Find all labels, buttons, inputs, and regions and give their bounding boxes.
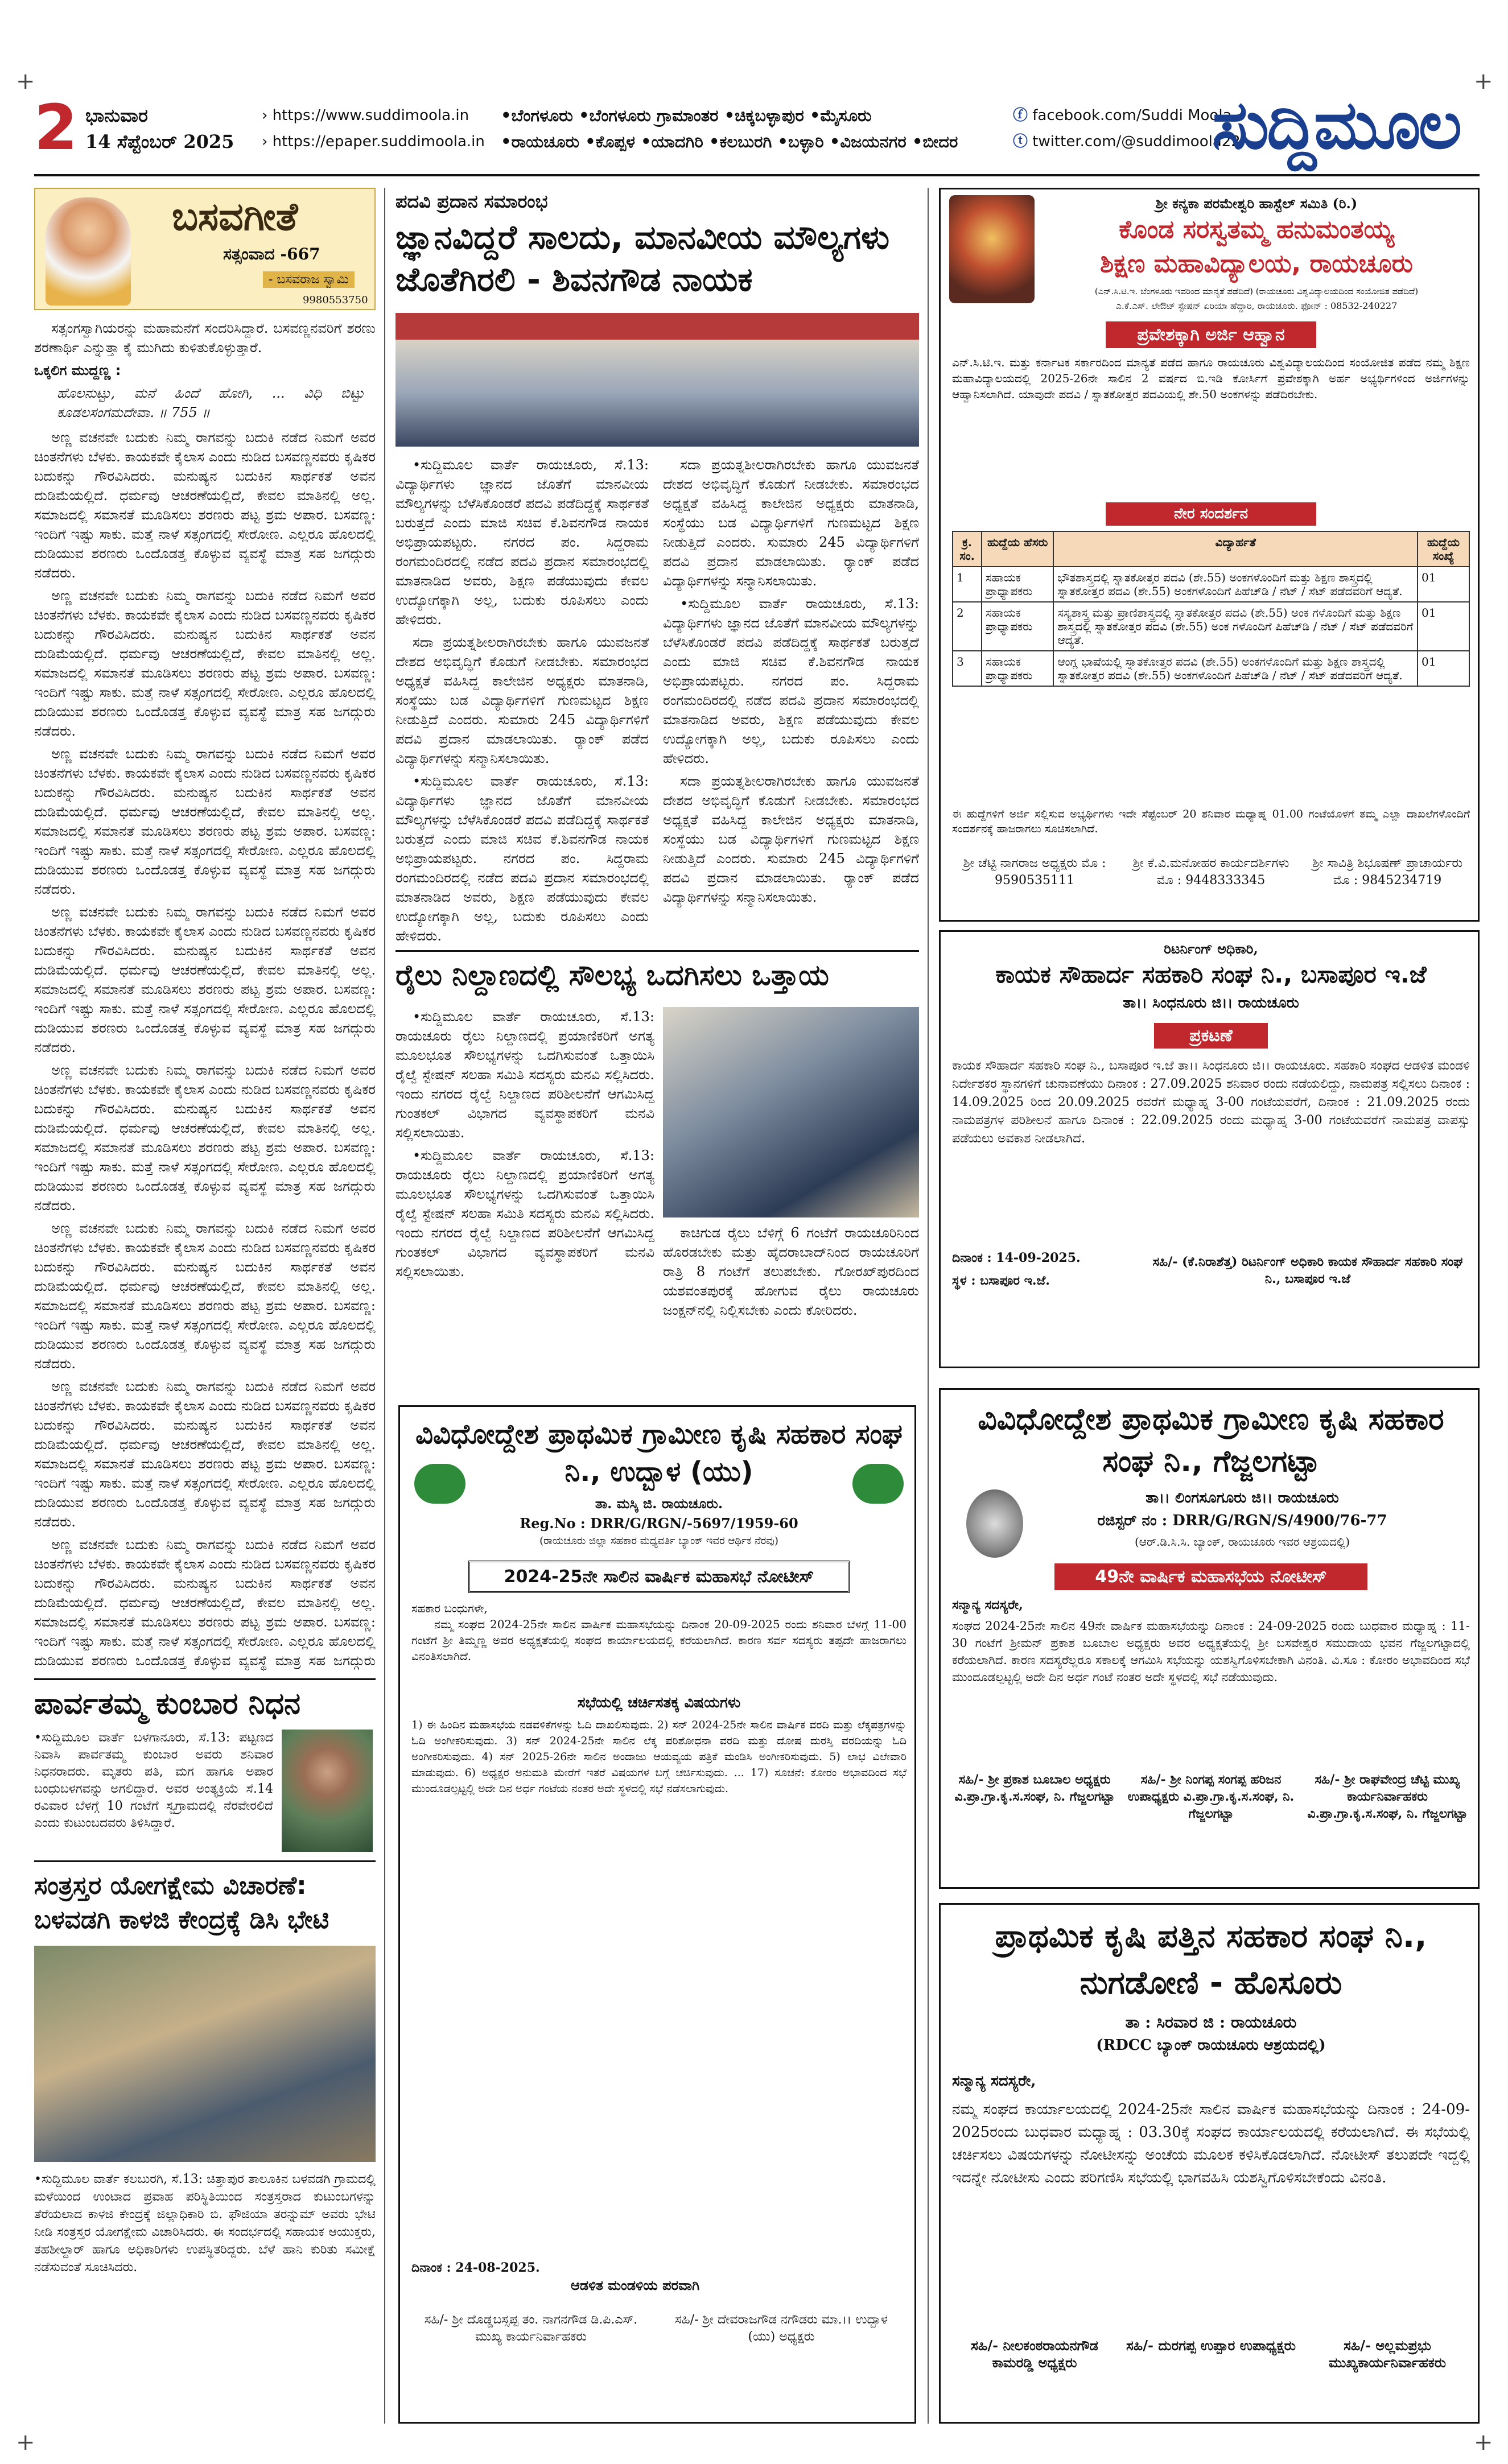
college-name-1: ಕೊಂಡ ಸರಸ್ವತಮ್ಮ ಹನುಮಂತಯ್ಯ	[1119, 215, 1394, 244]
cities-line-2: •ರಾಯಚೂರು •ಕೊಪ್ಪಳ •ಯಾದಗಿರಿ •ಕಲಬುರಗಿ •ಬಳ್ಳಾರಿ •ವಿಜಯನಗರ •ಬೀದರ	[501, 132, 958, 151]
table-header: ವಿದ್ಯಾರ್ಹತೆ	[1053, 531, 1418, 567]
signature-ceo: ಸಹಿ/- ಶ್ರೀ ರಾಘವೇಂದ್ರ ಚೆಟ್ಟಿ ಮುಖ್ಯ ಕಾರ್ಯನಿರ್ವಾಹಕರು ವಿ.ಪ್ರಾ.ಗ್ರಾ.ಕೃ.ಸ.ಸಂಘ, ನಿ. ಗೆಜ್ಜಲಗಟ್ಟಾ	[1307, 1772, 1468, 1821]
story1-body-col1	[395, 455, 649, 944]
greeting: ಸನ್ಮಾನ್ಯ ಸದಸ್ಯರೇ,	[952, 1598, 1023, 1612]
twitter-link[interactable]: ⓣ twitter.com/@suddimoola22	[1013, 133, 1241, 150]
ad-udbal-dept: (ರಾಯಚೂರು ಜಿಲ್ಲಾ ಸಹಕಾರ ಮಧ್ಯವರ್ತಿ ಬ್ಯಾಂಕ್ ಇವರ ಆರ್ಥಿಕ ನೆರವು)	[539, 1535, 778, 1547]
body-text-2: ಅಣ್ಣ ವಚನವೇ ಬದುಕು ನಿಮ್ಮ ರಾಗವನ್ನು ಬದುಕಿ ನಡೆದ ನಿಮಗೆ ಅವರ ಚಿಂತನೆಗಳು ಬೆಳಕು. ಕಾಯಕವೇ ಕೈಲಾಸ ಎಂದು ನುಡಿದ ಬಸವಣ್ಣನವರು ಕೃಷಿಕರ ಬದುಕನ್ನು ಗೌರವಿಸಿದರು. ಮನುಷ್ಯನ ಬದುಕಿನ ಸಾರ್ಥಕತೆ ಅವನ ದುಡಿಮೆಯಲ್ಲಿದೆ. ಧರ್ಮವು ಆಚರಣೆಯಲ್ಲಿದೆ, ಕೇವಲ ಮಾತಿನಲ್ಲಿ ಅಲ್ಲ. ಸಮಾಜದಲ್ಲಿ ಸಮಾನತೆ ಮೂಡಿಸಲು ಶರಣರು ಪಟ್ಟ ಶ್ರಮ ಅಪಾರ. ಬಸವಣ್ಣ: ಇಂದಿಗೆ ಇಷ್ಟು ಸಾಕು. ಮತ್ತೆ ನಾಳೆ ಸತ್ಸಂಗದಲ್ಲಿ ಸೇರೋಣ. ಎಲ್ಲರೂ ಹೊಲದಲ್ಲಿ ದುಡಿಯುವ ಶರಣರು ಒಂದೊಡತ್ತ ಕೊಳ್ಳುವ ವ್ಯವಸ್ಥೆ ಮಾತ್ರ ಸಹ ಜಗದ್ಗುರು ನಡೆದರು.	[34, 588, 376, 739]
signature-secretary: ಶ್ರೀ ಕೆ.ವಿ.ಮನೋಹರ ಕಾರ್ಯದರ್ಶಿಗಳು ಮೊ : 9448333345	[1132, 856, 1289, 888]
crop-mark: +	[1474, 2429, 1493, 2455]
table-cell: 01	[1418, 651, 1469, 686]
newspaper-logo: ಸುದ್ದಿಮೂಲ	[1212, 85, 1460, 164]
intro: ಸತ್ಸಂಗಸ್ವಾಗಿಯರನ್ನು ಮಹಾಮನೆಗೆ ಸಂದರಿಸಿದ್ದಾರೆ. ಬಸವಣ್ಣನವರಿಗೆ ಶರಣು ಶರಣಾರ್ಥಿ ಎನ್ನುತ್ತಾ ಕೈ ಮುಗಿದು ಕುಳಿತುಕೊಳ್ಳುತ್ತಾರೆ.	[34, 320, 376, 356]
crop-mark: +	[1474, 68, 1493, 94]
story1-para: •ಸುದ್ದಿಮೂಲ ವಾರ್ತೆ ರಾಯಚೂರು, ಸೆ.13: ವಿದ್ಯಾರ್ಥಿಗಳು ಜ್ಞಾನದ ಜೊತೆಗೆ ಮಾನವೀಯ ಮೌಲ್ಯಗಳನ್ನು ಬೆಳೆಸಿಕೊಂಡರೆ ಪದವಿ ಪಡೆದಿದ್ದಕ್ಕೆ ಸಾರ್ಥಕತೆ ಬರುತ್ತದೆ ಎಂದು ಮಾಜಿ ಸಚಿವ ಕೆ.ಶಿವನಗೌಡ ನಾಯಕ ಅಭಿಪ್ರಾಯಪಟ್ಟರು. ನಗರದ ಪಂ. ಸಿದ್ದರಾಮ ರಂಗಮಂದಿರದಲ್ಲಿ ನಡೆದ ಪದವಿ ಪ್ರದಾನ ಸಮಾರಂಭದಲ್ಲಿ ಮಾತನಾಡಿದ ಅವರು, ಶಿಕ್ಷಣ ಪಡೆಯುವುದು ಕೇವಲ ಉದ್ಯೋಗಕ್ಕಾಗಿ ಅಲ್ಲ, ಬದುಕು ರೂಪಿಸಲು ಎಂದು ಹೇಳಿದರು.	[395, 457, 649, 628]
dc-visit-photo	[34, 1946, 376, 2162]
vacancy-table	[952, 531, 1470, 687]
table-row	[953, 602, 1469, 651]
table-cell: ಸಹಾಯಕ ಪ್ರಾಧ್ಯಾಪಕರು	[982, 602, 1054, 651]
ad-gejjalagatta-body: ಸಂಘದ 2024-25ನೇ ಸಾಲಿನ 49ನೇ ವಾರ್ಷಿಕ ಮಹಾಸಭೆಯನ್ನು ದಿನಾಂಕ : 24-09-2025 ರಂದು ಬುಧವಾರ ಮಧ್ಯಾಹ್ನ : 11-30 ಗಂಟೆಗೆ ಶ್ರೀಮನ್ ಪ್ರಕಾಶ ಬೂಬಾಲ ಅಧ್ಯಕ್ಷರು ಅವರ ಅಧ್ಯಕ್ಷತೆಯಲ್ಲಿ ಶ್ರೀ ಬಸವೇಶ್ವರ ಸಮುದಾಯ ಭವನ ಗೆಜ್ಜಲಗಟ್ಟಾದಲ್ಲಿ ಕರೆಯಲಾಗಿದೆ. ಕಾರಣ ಸದಸ್ಯರೆಲ್ಲರೂ ಸಕಾಲಕ್ಕೆ ಆಗಮಿಸಿ ಸಭೆಯನ್ನು ಯಶಸ್ವಿಗೊಳಿಸಬೇಕಾಗಿ ವಿನಂತಿ. ವಿ.ಸೂ : ಕೋರಂ ಅಭಾವದಿಂದ ಸಭೆ ಮುಂದೂಡಲ್ಪಟ್ಟಲ್ಲಿ ಅದೇ ದಿನ ಅರ್ಧ ಗಂಟೆ ನಂತರ ಅದೇ ಸ್ಥಳದಲ್ಲಿ ಸಭೆ ನಡೆಯುವುದು.	[952, 1619, 1470, 1684]
returning-officer-signature: ಸಹಿ/- (ಕೆ.ನಿರಾಶೆತ್ತ) ರಿಟರ್ನಿಂಗ್ ಅಧಿಕಾರಿ ಕಾಯಕ ಸೌಹಾರ್ದ ಸಹಕಾರಿ ಸಂಘ ನಿ., ಬಸಾಪೂರ ಇ.ಜೆ	[1152, 1254, 1463, 1286]
story2-para-3: ಕಾಚಿಗುಡ ರೈಲು ಬೆಳಿಗ್ಗೆ 6 ಗಂಟೆಗೆ ರಾಯಚೂರಿನಿಂದ ಹೊರಡಬೇಕು ಮತ್ತು ಹೈದರಾಬಾದ್‌ನಿಂದ ರಾಯಚೂರಿಗೆ ರಾತ್ರಿ 8 ಗಂಟೆಗೆ ತಲುಪಬೇಕು. ಗೋರಖ್‌ಪುರದಿಂದ ಯಶವಂತಪುರಕ್ಕೆ ಹೋಗುವ ರೈಲು ರಾಯಚೂರು ಜಂಕ್ಷನ್‌ನಲ್ಲಿ ನಿಲ್ಲಿಸಬೇಕು ಎಂದು ಕೋರಿದರು.	[663, 1225, 919, 1318]
masthead	[34, 85, 1480, 176]
story2-body-col1	[395, 1007, 654, 1394]
page-number: 2	[34, 91, 78, 164]
signature-president: ಸಹಿ/- ಶ್ರೀ ಪ್ರಕಾಶ ಬೂಬಾಲ ಅಧ್ಯಕ್ಷರು ವಿ.ಪ್ರಾ.ಗ್ರಾ.ಕೃ.ಸ.ಸಂಘ, ನಿ. ಗೆಜ್ಜಲಗಟ್ಟಾ	[954, 1772, 1115, 1804]
ad-nugadoni-title: ಪ್ರಾಥಮಿಕ ಕೃಷಿ ಪತ್ತಿನ ಸಹಕಾರ ಸಂಘ ನಿ., ನುಗಡೋಣಿ - ಹೊಸೂರು	[995, 1918, 1427, 2001]
college-name-2: ಶಿಕ್ಷಣ ಮಹಾವಿದ್ಯಾಲಯ, ರಾಯಚೂರು	[1100, 249, 1413, 278]
obituary-photo	[282, 1730, 373, 1852]
signature-vice-president: ಸಹಿ/- ದುರಗಪ್ಪ ಉಪ್ಪಾರ ಉಪಾಧ್ಯಕ್ಷರು	[1126, 2337, 1296, 2354]
author-portrait	[46, 197, 131, 306]
basavageethe-header	[34, 188, 376, 310]
table-cell: ಸಸ್ಯಶಾಸ್ತ್ರ ಮತ್ತು ಪ್ರಾಣಿಶಾಸ್ತ್ರದಲ್ಲಿ ಸ್ನಾತಕೋತ್ತರ ಪದವಿ (ಶೇ.55) ಅಂಕ ಗಳೊಂದಿಗೆ ಮತ್ತು ಶಿಕ್ಷಣ ಶಾಸ್ತ್ರದಲ್ಲಿ ಸ್ನಾತಕೋತ್ತರ ಪದವಿ (ಶೇ.55) ಅಂಕ ಗಳೊಂದಿಗೆ ಪಿಹೆಚ್‌ಡಿ / ನೆಟ್ / ಸೆಟ್ ಪಡೆದವರಿಗೆ ಆದ್ಯತೆ.	[1053, 602, 1418, 651]
ad-kayaka-place2: ಸ್ಥಳ : ಬಸಾಪೂರ ಇ.ಜೆ.	[952, 1273, 1050, 1288]
column-divider	[384, 188, 385, 2424]
story2-para-2: •ಸುದ್ದಿಮೂಲ ವಾರ್ತೆ ರಾಯಚೂರು, ಸೆ.13: ರಾಯಚೂರು ರೈಲು ನಿಲ್ದಾಣದಲ್ಲಿ ಪ್ರಯಾಣಿಕರಿಗೆ ಅಗತ್ಯ ಮೂಲಭೂತ ಸೌಲಭ್ಯಗಳನ್ನು ಒದಗಿಸುವಂತೆ ಒತ್ತಾಯಿಸಿ ರೈಲ್ವೆ ಸ್ಟೇಷನ್ ಸಲಹಾ ಸಮಿತಿ ಸದಸ್ಯರು ಮನವಿ ಸಲ್ಲಿಸಿದರು. ಇಂದು ನಗರದ ರೈಲ್ವೆ ನಿಲ್ದಾಣದ ಪರಿಶೀಲನೆಗೆ ಆಗಮಿಸಿದ್ದ ಗುಂತಕಲ್ ವಿಭಾಗದ ವ್ಯವಸ್ಥಾಪಕರಿಗೆ ಮನವಿ ಸಲ್ಲಿಸಲಾಯಿತು.	[395, 1148, 654, 1280]
ad-udbal-reg: Reg.No : DRR/G/RGN/-5697/1959-60	[520, 1515, 798, 1532]
signature-vice-president: ಸಹಿ/- ಶ್ರೀ ನಿಂಗಪ್ಪ ಸಂಗಪ್ಪ ಹರಿಜನ ಉಪಾಧ್ಯಕ್ಷರು ವಿ.ಪ್ರಾ.ಗ್ರಾ.ಕೃ.ಸ.ಸಂಘ, ನಿ. ಗೆಜ್ಜಲಗಟ್ಟಾ	[1127, 1772, 1295, 1821]
story1-para-4: ಸದಾ ಪ್ರಯತ್ನಶೀಲರಾಗಿರಬೇಕು ಹಾಗೂ ಯುವಜನತೆ ದೇಶದ ಅಭಿವೃದ್ಧಿಗೆ ಕೊಡುಗೆ ನೀಡಬೇಕು. ಸಮಾರಂಭದ ಅಧ್ಯಕ್ಷತೆ ವಹಿಸಿದ್ದ ಕಾಲೇಜಿನ ಅಧ್ಯಕ್ಷರು ಮಾತನಾಡಿ, ಸಂಸ್ಥೆಯು ಬಡ ವಿದ್ಯಾರ್ಥಿಗಳಿಗೆ ಗುಣಮಟ್ಟದ ಶಿಕ್ಷಣ ನೀಡುತ್ತಿದೆ ಎಂದರು. ಸುಮಾರು 245 ವಿದ್ಯಾರ್ಥಿಗಳಿಗೆ ಪದವಿ ಪ್ರದಾನ ಮಾಡಲಾಯಿತು. ರ‍್ಯಾಂಕ್ ಪಡೆದ ವಿದ್ಯಾರ್ಥಿಗಳನ್ನು ಸನ್ಮಾನಿಸಲಾಯಿತು.	[663, 457, 919, 589]
story1-para-6: ಸದಾ ಪ್ರಯತ್ನಶೀಲರಾಗಿರಬೇಕು ಹಾಗೂ ಯುವಜನತೆ ದೇಶದ ಅಭಿವೃದ್ಧಿಗೆ ಕೊಡುಗೆ ನೀಡಬೇಕು. ಸಮಾರಂಭದ ಅಧ್ಯಕ್ಷತೆ ವಹಿಸಿದ್ದ ಕಾಲೇಜಿನ ಅಧ್ಯಕ್ಷರು ಮಾತನಾಡಿ, ಸಂಸ್ಥೆಯು ಬಡ ವಿದ್ಯಾರ್ಥಿಗಳಿಗೆ ಗುಣಮಟ್ಟದ ಶಿಕ್ಷಣ ನೀಡುತ್ತಿದೆ ಎಂದರು. ಸುಮಾರು 245 ವಿದ್ಯಾರ್ಥಿಗಳಿಗೆ ಪದವಿ ಪ್ರದಾನ ಮಾಡಲಾಯಿತು. ರ‍್ಯಾಂಕ್ ಪಡೆದ ವಿದ್ಯಾರ್ಥಿಗಳನ್ನು ಸನ್ಮಾನಿಸಲಾಯಿತು.	[663, 773, 919, 905]
body-text-3: ಅಣ್ಣ ವಚನವೇ ಬದುಕು ನಿಮ್ಮ ರಾಗವನ್ನು ಬದುಕಿ ನಡೆದ ನಿಮಗೆ ಅವರ ಚಿಂತನೆಗಳು ಬೆಳಕು. ಕಾಯಕವೇ ಕೈಲಾಸ ಎಂದು ನುಡಿದ ಬಸವಣ್ಣನವರು ಕೃಷಿಕರ ಬದುಕನ್ನು ಗೌರವಿಸಿದರು. ಮನುಷ್ಯನ ಬದುಕಿನ ಸಾರ್ಥಕತೆ ಅವನ ದುಡಿಮೆಯಲ್ಲಿದೆ. ಧರ್ಮವು ಆಚರಣೆಯಲ್ಲಿದೆ, ಕೇವಲ ಮಾತಿನಲ್ಲಿ ಅಲ್ಲ. ಸಮಾಜದಲ್ಲಿ ಸಮಾನತೆ ಮೂಡಿಸಲು ಶರಣರು ಪಟ್ಟ ಶ್ರಮ ಅಪಾರ. ಬಸವಣ್ಣ: ಇಂದಿಗೆ ಇಷ್ಟು ಸಾಕು. ಮತ್ತೆ ನಾಳೆ ಸತ್ಸಂಗದಲ್ಲಿ ಸೇರೋಣ. ಎಲ್ಲರೂ ಹೊಲದಲ್ಲಿ ದುಡಿಯುವ ಶರಣರು ಒಂದೊಡತ್ತ ಕೊಳ್ಳುವ ವ್ಯವಸ್ಥೆ ಮಾತ್ರ ಸಹ ಜಗದ್ಗುರು ನಡೆದರು.	[34, 746, 376, 897]
ad-udbal	[398, 1405, 916, 2424]
body-text-8: ಅಣ್ಣ ವಚನವೇ ಬದುಕು ನಿಮ್ಮ ರಾಗವನ್ನು ಬದುಕಿ ನಡೆದ ನಿಮಗೆ ಅವರ ಚಿಂತನೆಗಳು ಬೆಳಕು. ಕಾಯಕವೇ ಕೈಲಾಸ ಎಂದು ನುಡಿದ ಬಸವಣ್ಣನವರು ಕೃಷಿಕರ ಬದುಕನ್ನು ಗೌರವಿಸಿದರು. ಮನುಷ್ಯನ ಬದುಕಿನ ಸಾರ್ಥಕತೆ ಅವನ ದುಡಿಮೆಯಲ್ಲಿದೆ. ಧರ್ಮವು ಆಚರಣೆಯಲ್ಲಿದೆ, ಕೇವಲ ಮಾತಿನಲ್ಲಿ ಅಲ್ಲ. ಸಮಾಜದಲ್ಲಿ ಸಮಾನತೆ ಮೂಡಿಸಲು ಶರಣರು ಪಟ್ಟ ಶ್ರಮ ಅಪಾರ. ಬಸವಣ್ಣ: ಇಂದಿಗೆ ಇಷ್ಟು ಸಾಕು. ಮತ್ತೆ ನಾಳೆ ಸತ್ಸಂಗದಲ್ಲಿ ಸೇರೋಣ. ಎಲ್ಲರೂ ಹೊಲದಲ್ಲಿ ದುಡಿಯುವ ಶರಣರು ಒಂದೊಡತ್ತ ಕೊಳ್ಳುವ ವ್ಯವಸ್ಥೆ ಮಾತ್ರ ಸಹ ಜಗದ್ಗುರು	[34, 1537, 376, 1669]
ad-udbal-place: ತಾ. ಮಸ್ಕಿ ಜಿ. ರಾಯಚೂರು.	[595, 1495, 723, 1512]
signature-principal: ಶ್ರೀ ಸಾವಿತ್ರಿ ಶಿಭೂಷಣ್ ಪ್ರಾಚಾರ್ಯರು ಮೊ : 9845234719	[1312, 856, 1463, 888]
story1-para-5: •ಸುದ್ದಿಮೂಲ ವಾರ್ತೆ ರಾಯಚೂರು, ಸೆ.13: ವಿದ್ಯಾರ್ಥಿಗಳು ಜ್ಞಾನದ ಜೊತೆಗೆ ಮಾನವೀಯ ಮೌಲ್ಯಗಳನ್ನು ಬೆಳೆಸಿಕೊಂಡರೆ ಪದವಿ ಪಡೆದಿದ್ದಕ್ಕೆ ಸಾರ್ಥಕತೆ ಬರುತ್ತದೆ ಎಂದು ಮಾಜಿ ಸಚಿವ ಕೆ.ಶಿವನಗೌಡ ನಾಯಕ ಅಭಿಪ್ರಾಯಪಟ್ಟರು. ನಗರದ ಪಂ. ಸಿದ್ದರಾಮ ರಂಗಮಂದಿರದಲ್ಲಿ ನಡೆದ ಪದವಿ ಪ್ರದಾನ ಸಮಾರಂಭದಲ್ಲಿ ಮಾತನಾಡಿದ ಅವರು, ಶಿಕ್ಷಣ ಪಡೆಯುವುದು ಕೇವಲ ಉದ್ಯೋಗಕ್ಕಾಗಿ ಅಲ್ಲ, ಬದುಕು ರೂಪಿಸಲು ಎಂದು ಹೇಳಿದರು.	[663, 596, 919, 766]
obituary-title: ಪಾರ್ವತಮ್ಮ ಕುಂಬಾರ ನಿಧನ	[34, 1687, 301, 1721]
handshake-icon	[414, 1464, 465, 1504]
agm-banner: 49ನೇ ವಾರ್ಷಿಕ ಮಹಾಸಭೆಯ ನೋಟೀಸ್	[1054, 1563, 1367, 1590]
ad-udbal-date: ದಿನಾಂಕ : 24-08-2025.	[411, 2260, 540, 2275]
ad-nugadoni-place: ತಾ : ಸಿರವಾರ ಜಿ : ರಾಯಚೂರು	[1125, 2013, 1297, 2032]
greeting: ಸಹಕಾರ ಬಂಧುಗಳೇ,	[411, 1602, 488, 1615]
story1-photo	[395, 313, 919, 447]
ad-kayaka-place: ತಾ।। ಸಿಂಧನೂರು ಜಿ।। ರಾಯಚೂರು	[1123, 994, 1299, 1012]
table-cell: ಆಂಗ್ಲ ಭಾಷೆಯಲ್ಲಿ ಸ್ನಾತಕೋತ್ತರ ಪದವಿ (ಶೇ.55) ಅಂಕಗಳೊಂದಿಗೆ ಮತ್ತು ಶಿಕ್ಷಣ ಶಾಸ್ತ್ರದಲ್ಲಿ ಸ್ನಾತಕೋತ್ತರ ಪದವಿ (ಶೇ.55) ಅಂಕಗಳೊಂದಿಗೆ ಪಿಹೆಚ್‌ಡಿ / ನೆಟ್ / ಸೆಟ್ ಪಡೆದವರಿಗೆ ಆದ್ಯತೆ.	[1053, 651, 1418, 686]
crop-mark: +	[16, 68, 35, 94]
ad-gejjalagatta	[939, 1388, 1480, 1889]
divider	[34, 1860, 376, 1862]
table-cell: 1	[953, 567, 982, 602]
signature-president: ಸಹಿ/- ನೀಲಕಂಠರಾಯನಗೌಡ ಕಾಮರಡ್ಡಿ ಅಧ್ಯಕ್ಷರು	[971, 2337, 1098, 2371]
signature-president: ಸಹಿ/- ಶ್ರೀ ದೇವರಾಜಗೌಡ ನಗೌಡರು ಮಾ.।। ಉದ್ಬಾಳ (ಯು) ಅಧ್ಯಕ್ಷರು	[675, 2313, 888, 2344]
story1-para-3: •ಸುದ್ದಿಮೂಲ ವಾರ್ತೆ ರಾಯಚೂರು, ಸೆ.13: ವಿದ್ಯಾರ್ಥಿಗಳು ಜ್ಞಾನದ ಜೊತೆಗೆ ಮಾನವೀಯ ಮೌಲ್ಯಗಳನ್ನು ಬೆಳೆಸಿಕೊಂಡರೆ ಪದವಿ ಪಡೆದಿದ್ದಕ್ಕೆ ಸಾರ್ಥಕತೆ ಬರುತ್ತದೆ ಎಂದು ಮಾಜಿ ಸಚಿವ ಕೆ.ಶಿವನಗೌಡ ನಾಯಕ ಅಭಿಪ್ರಾಯಪಟ್ಟರು. ನಗರದ ಪಂ. ಸಿದ್ದರಾಮ ರಂಗಮಂದಿರದಲ್ಲಿ ನಡೆದ ಪದವಿ ಪ್ರದಾನ ಸಮಾರಂಭದಲ್ಲಿ ಮಾತನಾಡಿದ ಅವರು, ಶಿಕ್ಷಣ ಪಡೆಯುವುದು ಕೇವಲ ಉದ್ಯೋಗಕ್ಕಾಗಿ ಅಲ್ಲ, ಬದುಕು ರೂಪಿಸಲು ಎಂದು ಹೇಳಿದರು.	[395, 773, 649, 944]
dc-visit-body: •ಸುದ್ದಿಮೂಲ ವಾರ್ತೆ ಕಲಬುರಗಿ, ಸೆ.13: ಚಿತ್ತಾಪುರ ತಾಲೂಕಿನ ಬಳವಡಗಿ ಗ್ರಾಮದಲ್ಲಿ ಮಳೆಯಿಂದ ಉಂಟಾದ ಪ್ರವಾಹ ಪರಿಸ್ಥಿತಿಯಿಂದ ಸಂತ್ರಸ್ತರಾದ ಕುಟುಂಬಗಳನ್ನು ತೆರೆಯಲಾದ ಕಾಳಜಿ ಕೇಂದ್ರಕ್ಕೆ ಜಿಲ್ಲಾಧಿಕಾರಿ ಬಿ. ಫೌಜಿಯಾ ತರನ್ನುಮ್ ಅವರು ಭೇಟಿ ನೀಡಿ ಸಂತ್ರಸ್ತರ ಯೋಗಕ್ಷೇಮ ವಿಚಾರಿಸಿದರು. ಈ ಸಂದರ್ಭದಲ್ಲಿ ಸಹಾಯಕ ಆಯುಕ್ತರು, ತಹಶೀಲ್ದಾರ್ ಹಾಗೂ ಅಧಿಕಾರಿಗಳು ಉಪಸ್ಥಿತರಿದ್ದರು. ಬೆಳೆ ಹಾನಿ ಕುರಿತು ಸಮೀಕ್ಷೆ ನಡೆಸುವಂತೆ ಸೂಚಿಸಿದರು.	[34, 2172, 376, 2275]
table-cell: 01	[1418, 567, 1469, 602]
greeting: ಸನ್ಮಾನ್ಯ ಸದಸ್ಯರೇ,	[952, 2073, 1036, 2090]
table-row	[953, 651, 1469, 686]
cities-line-1: •ಬೆಂಗಳೂರು •ಬೆಂಗಳೂರು ಗ್ರಾಮಾಂತರ •ಚಿಕ್ಕಬಳ್ಳಾಪುರ •ಮೈಸೂರು	[501, 106, 872, 125]
agenda-list: 1) ಈ ಹಿಂದಿನ ಮಹಾಸಭೆಯ ನಡವಳಿಕೆಗಳನ್ನು ಓದಿ ದಾಖಲಿಸುವುದು. 2) ಸನ್ 2024-25ನೇ ಸಾಲಿನ ವಾರ್ಷಿಕ ವರದಿ ಮತ್ತು ಲೆಕ್ಕಪತ್ರಗಳನ್ನು ಓದಿ ಅಂಗೀಕರಿಸುವುದು. 3) ಸನ್ 2024-25ನೇ ಸಾಲಿನ ಲೆಕ್ಕ ಪರಿಶೋಧನಾ ವರದಿ ಮತ್ತು ದೋಷ ದುರಸ್ತಿ ವರದಿಯನ್ನು ಓದಿ ಅಂಗೀಕರಿಸುವುದು. 4) ಸನ್ 2025-26ನೇ ಸಾಲಿನ ಅಂದಾಜು ಆಯವ್ಯಯ ಪತ್ರಿಕೆ ಮಂಡಿಸಿ ಅಂಗೀಕರಿಸುವುದು. 5) ಲಾಭ ವಿಲೇವಾರಿ ಮಾಡುವುದು. 6) ಅಧ್ಯಕ್ಷರ ಅನುಮತಿ ಮೇರೆಗೆ ಇತರೆ ವಿಷಯಗಳ ಬಗ್ಗೆ ಚರ್ಚಿಸುವುದು. ... 17) ಸೂಚನೆ: ಕೋರಂ ಅಭಾವದಿಂದ ಸಭೆ ಮುಂದೂಡಲ್ಪಟ್ಟಲ್ಲಿ ಅದೇ ದಿನ ಅರ್ಧ ಗಂಟೆಯ ನಂತರ ಅದೇ ಸ್ಥಳದಲ್ಲಿ ಸಭೆ ನಡೆಸಲಾಗುವುದು.	[411, 1719, 907, 1795]
ad-udbal-notice-title: 2024-25ನೇ ಸಾಲಿನ ವಾರ್ಷಿಕ ಮಹಾಸಭೆ ನೋಟೀಸ್	[468, 1561, 850, 1593]
date: 14 ಸೆಪ್ಟೆಂಬರ್ 2025	[85, 131, 234, 152]
table-header: ಕ್ರ. ಸಂ.	[953, 531, 982, 567]
ad-nugadoni-dept: (RDCC ಬ್ಯಾಂಕ್ ರಾಯಚೂರು ಆಶ್ರಯದಲ್ಲಿ)	[1096, 2037, 1326, 2054]
column-divider	[928, 188, 929, 2424]
cities	[501, 102, 1002, 155]
day: ಭಾನುವಾರ	[85, 105, 148, 126]
table-cell: ಸಹಾಯಕ ಪ್ರಾಧ್ಯಾಪಕರು	[982, 651, 1054, 686]
facebook-icon: ⓕ	[1013, 107, 1028, 124]
ad-kayaka	[939, 930, 1480, 1368]
admission-body: ಎನ್.ಸಿ.ಟಿ.ಇ. ಮತ್ತು ಕರ್ನಾಟಕ ಸರ್ಕಾರದಿಂದ ಮಾನ್ಯತೆ ಪಡೆದ ಹಾಗೂ ರಾಯಚೂರು ವಿಶ್ವವಿದ್ಯಾಲಯದಿಂದ ಸಂಯೋಜಿತ ಪಡೆದ ನಮ್ಮ ಶಿಕ್ಷಣ ಮಹಾವಿದ್ಯಾಲಯದಲ್ಲಿ 2025-26ನೇ ಸಾಲಿನ 2 ವರ್ಷದ ಬಿ.ಇಡಿ ಕೋರ್ಸಿಗೆ ಪ್ರವೇಶಕ್ಕಾಗಿ ಅರ್ಹ ಅಭ್ಯರ್ಥಿಗಳಿಂದ ಅರ್ಜಿಗಳನ್ನು ಆಹ್ವಾನಿಸಲಾಗಿದೆ. ಯಾವುದೇ ಪದವಿ / ಸ್ನಾತಕೋತ್ತರ ಪದವಿಯಲ್ಲಿ ಶೇ.50 ಅಂಕಗಳನ್ನು ಪಡೆದಿರಬೇಕು.	[952, 356, 1470, 401]
ad-gejjalagatta-dept: (ಆರ್.ಡಿ.ಸಿ.ಸಿ. ಬ್ಯಾಂಕ್, ರಾಯಚೂರು ಇವರ ಆಶ್ರಯದಲ್ಲಿ)	[1134, 1535, 1350, 1549]
twitter-icon: ⓣ	[1013, 133, 1028, 150]
agenda-title: ಸಭೆಯಲ್ಲಿ ಚರ್ಚಿಸತಕ್ಕ ವಿಷಯಗಳು	[577, 1694, 741, 1711]
handshake-icon	[852, 1464, 904, 1504]
body-text-6: ಅಣ್ಣ ವಚನವೇ ಬದುಕು ನಿಮ್ಮ ರಾಗವನ್ನು ಬದುಕಿ ನಡೆದ ನಿಮಗೆ ಅವರ ಚಿಂತನೆಗಳು ಬೆಳಕು. ಕಾಯಕವೇ ಕೈಲಾಸ ಎಂದು ನುಡಿದ ಬಸವಣ್ಣನವರು ಕೃಷಿಕರ ಬದುಕನ್ನು ಗೌರವಿಸಿದರು. ಮನುಷ್ಯನ ಬದುಕಿನ ಸಾರ್ಥಕತೆ ಅವನ ದುಡಿಮೆಯಲ್ಲಿದೆ. ಧರ್ಮವು ಆಚರಣೆಯಲ್ಲಿದೆ, ಕೇವಲ ಮಾತಿನಲ್ಲಿ ಅಲ್ಲ. ಸಮಾಜದಲ್ಲಿ ಸಮಾನತೆ ಮೂಡಿಸಲು ಶರಣರು ಪಟ್ಟ ಶ್ರಮ ಅಪಾರ. ಬಸವಣ್ಣ: ಇಂದಿಗೆ ಇಷ್ಟು ಸಾಕು. ಮತ್ತೆ ನಾಳೆ ಸತ್ಸಂಗದಲ್ಲಿ ಸೇರೋಣ. ಎಲ್ಲರೂ ಹೊಲದಲ್ಲಿ ದುಡಿಯುವ ಶರಣರು ಒಂದೊಡತ್ತ ಕೊಳ್ಳುವ ವ್ಯವಸ್ಥೆ ಮಾತ್ರ ಸಹ ಜಗದ್ಗುರು ನಡೆದರು.	[34, 1220, 376, 1372]
social	[1013, 102, 1241, 155]
speaker-heading: ಒಕ್ಕಲಿಗ ಮುದ್ದಣ್ಣ :	[34, 362, 121, 378]
story2-title: ರೈಲು ನಿಲ್ದಾಣದಲ್ಲಿ ಸೌಲಭ್ಯ ಒದಗಿಸಲು ಒತ್ತಾಯ	[395, 959, 829, 992]
table-cell: 3	[953, 651, 982, 686]
ad-gejjalagatta-place: ತಾ।। ಲಿಂಗಸೂಗೂರು ಜಿ।। ರಾಯಚೂರು	[1146, 1489, 1339, 1507]
signature-ceo: ಸಹಿ/- ಅಲ್ಲಮಪ್ರಭು ಮುಖ್ಯಕಾರ್ಯನಿರ್ವಾಹಕರು	[1328, 2337, 1447, 2371]
ad-gejjalagatta-reg: ರಜಿಸ್ಟರ್ ನಂ : DRR/G/RGN/S/4900/76-77	[1097, 1512, 1387, 1529]
ad-kayaka-body: ಕಾಯಕ ಸೌಹಾರ್ದ ಸಹಕಾರಿ ಸಂಘ ನಿ., ಬಸಾಪೂರ ಇ.ಜೆ ತಾ।। ಸಿಂಧನೂರು ಜಿ।। ರಾಯಚೂರು. ಸಹಕಾರಿ ಸಂಘದ ಆಡಳಿತ ಮಂಡಳಿ ನಿರ್ದೇಶಕರ ಸ್ಥಾನಗಳಿಗೆ ಚುನಾವಣೆಯು ದಿನಾಂಕ : 27.09.2025 ಶನಿವಾರ ರಂದು ನಡೆಯಲಿದ್ದು, ನಾಮಪತ್ರ ಸಲ್ಲಿಸಲು ದಿನಾಂಕ : 14.09.2025 ರಿಂದ 20.09.2025 ರವರೆಗೆ ಮಧ್ಯಾಹ್ನ 3-00 ಗಂಟೆಯವರೆಗೆ, ದಿನಾಂಕ : 21.09.2025 ರಂದು ನಾಮಪತ್ರಗಳ ಪರಿಶೀಲನೆ ಹಾಗೂ ದಿನಾಂಕ : 22.09.2025 ರಂದು ಮಧ್ಯಾಹ್ನ 3-00 ಗಂಟೆಯವರೆಗೆ ನಾಮಪತ್ರ ವಾಪಸ್ಸು ಪಡೆಯಲು ಅವಕಾಶ ನೀಡಲಾಗಿದೆ.	[952, 1059, 1470, 1146]
interview-banner: ನೇರ ಸಂದರ್ಶನ	[1106, 502, 1316, 526]
ad-udbal-notice	[411, 1600, 907, 1664]
dateline	[85, 102, 234, 155]
urls	[262, 102, 485, 155]
table-cell: 01	[1418, 602, 1469, 651]
admission-footer: ಈ ಹುದ್ದೆಗಳಿಗೆ ಅರ್ಜಿ ಸಲ್ಲಿಸುವ ಅಭ್ಯರ್ಥಿಗಳು ಇದೇ ಸೆಪ್ಟೆಂಬರ್ 20 ಶನಿವಾರ ಮಧ್ಯಾಹ್ನ 01.00 ಗಂಟೆಯೊಳಗೆ ತಮ್ಮ ಎಲ್ಲಾ ದಾಖಲೆಗಳೊಂದಿಗೆ ಸಂದರ್ಶನಕ್ಕೆ ಹಾಜರಾಗಲು ಸೂಚಿಸಲಾಗಿದೆ.	[952, 808, 1470, 835]
author-phone: 9980553750	[303, 294, 368, 306]
facebook-link[interactable]: ⓕ facebook.com/Suddi Moola	[1013, 107, 1232, 124]
divider	[34, 1678, 376, 1680]
story1-kicker: ಪದವಿ ಪ್ರದಾನ ಸಮಾರಂಭ	[395, 191, 548, 212]
divider	[395, 950, 919, 952]
table-cell: 2	[953, 602, 982, 651]
story2-body-col2	[663, 1223, 919, 1394]
table-cell: ಸಹಾಯಕ ಪ್ರಾಧ್ಯಾಪಕರು	[982, 567, 1054, 602]
deity-image	[949, 195, 1035, 303]
ad-nugadoni	[939, 1903, 1480, 2424]
story2-photo	[663, 1007, 919, 1217]
body-text-4: ಅಣ್ಣ ವಚನವೇ ಬದುಕು ನಿಮ್ಮ ರಾಗವನ್ನು ಬದುಕಿ ನಡೆದ ನಿಮಗೆ ಅವರ ಚಿಂತನೆಗಳು ಬೆಳಕು. ಕಾಯಕವೇ ಕೈಲಾಸ ಎಂದು ನುಡಿದ ಬಸವಣ್ಣನವರು ಕೃಷಿಕರ ಬದುಕನ್ನು ಗೌರವಿಸಿದರು. ಮನುಷ್ಯನ ಬದುಕಿನ ಸಾರ್ಥಕತೆ ಅವನ ದುಡಿಮೆಯಲ್ಲಿದೆ. ಧರ್ಮವು ಆಚರಣೆಯಲ್ಲಿದೆ, ಕೇವಲ ಮಾತಿನಲ್ಲಿ ಅಲ್ಲ. ಸಮಾಜದಲ್ಲಿ ಸಮಾನತೆ ಮೂಡಿಸಲು ಶರಣರು ಪಟ್ಟ ಶ್ರಮ ಅಪಾರ. ಬಸವಣ್ಣ: ಇಂದಿಗೆ ಇಷ್ಟು ಸಾಕು. ಮತ್ತೆ ನಾಳೆ ಸತ್ಸಂಗದಲ್ಲಿ ಸೇರೋಣ. ಎಲ್ಲರೂ ಹೊಲದಲ್ಲಿ ದುಡಿಯುವ ಶರಣರು ಒಂದೊಡತ್ತ ಕೊಳ್ಳುವ ವ್ಯವಸ್ಥೆ ಮಾತ್ರ ಸಹ ಜಗದ್ಗುರು ನಡೆದರು.	[34, 904, 376, 1055]
body-text-5: ಅಣ್ಣ ವಚನವೇ ಬದುಕು ನಿಮ್ಮ ರಾಗವನ್ನು ಬದುಕಿ ನಡೆದ ನಿಮಗೆ ಅವರ ಚಿಂತನೆಗಳು ಬೆಳಕು. ಕಾಯಕವೇ ಕೈಲಾಸ ಎಂದು ನುಡಿದ ಬಸವಣ್ಣನವರು ಕೃಷಿಕರ ಬದುಕನ್ನು ಗೌರವಿಸಿದರು. ಮನುಷ್ಯನ ಬದುಕಿನ ಸಾರ್ಥಕತೆ ಅವನ ದುಡಿಮೆಯಲ್ಲಿದೆ. ಧರ್ಮವು ಆಚರಣೆಯಲ್ಲಿದೆ, ಕೇವಲ ಮಾತಿನಲ್ಲಿ ಅಲ್ಲ. ಸಮಾಜದಲ್ಲಿ ಸಮಾನತೆ ಮೂಡಿಸಲು ಶರಣರು ಪಟ್ಟ ಶ್ರಮ ಅಪಾರ. ಬಸವಣ್ಣ: ಇಂದಿಗೆ ಇಷ್ಟು ಸಾಕು. ಮತ್ತೆ ನಾಳೆ ಸತ್ಸಂಗದಲ್ಲಿ ಸೇರೋಣ. ಎಲ್ಲರೂ ಹೊಲದಲ್ಲಿ ದುಡಿಯುವ ಶರಣರು ಒಂದೊಡತ್ತ ಕೊಳ್ಳುವ ವ್ಯವಸ್ಥೆ ಮಾತ್ರ ಸಹ ಜಗದ್ಗುರು ನಡೆದರು.	[34, 1062, 376, 1214]
basavageethe-body	[34, 319, 376, 1673]
verse: ಹೊಲನುಟ್ಟು, ಮನೆ ಹಿಂದೆ ಹೋಗಿ, ... ವಿಧಿ ಬಿಟ್ಟು ಕೂಡಲಸಂಗಮದೇವಾ. ॥ 755 ॥	[57, 385, 364, 420]
admission-banner: ಪ್ರವೇಶಕ್ಕಾಗಿ ಅರ್ಜಿ ಆಹ್ವಾನ	[1106, 321, 1316, 348]
ad-kayaka-title: ಕಾಯಕ ಸೌಹಾರ್ದ ಸಹಕಾರಿ ಸಂಘ ನಿ., ಬಸಾಪೂರ ಇ.ಜೆ	[995, 960, 1427, 988]
notice-body: ನಮ್ಮ ಸಂಘದ 2024-25ನೇ ಸಾಲಿನ ವಾರ್ಷಿಕ ಮಹಾಸಭೆಯನ್ನು ದಿನಾಂಕ 20-09-2025 ರಂದು ಶನಿವಾರ ಬೆಳಗ್ಗೆ 11-00 ಗಂಟೆಗೆ ಶ್ರೀ ತಿಮ್ಮಣ್ಣ ಅವರ ಅಧ್ಯಕ್ಷತೆಯಲ್ಲಿ ಸಂಘದ ಕಾರ್ಯಾಲಯದಲ್ಲಿ ಕರೆಯಲಾಗಿದೆ. ಕಾರಣ ಸರ್ವ ಸದಸ್ಯರು ತಪ್ಪದೇ ಹಾಜರಾಗಲು ವಿನಂತಿಸಲಾಗಿದೆ.	[411, 1617, 907, 1663]
column-author: - ಬಸವರಾಜ ಸ್ವಾಮಿ	[263, 271, 355, 288]
table-header: ಹುದ್ದೆಯ ಸಂಖ್ಯೆ	[1418, 531, 1469, 567]
ad-gejjalagatta-title: ವಿವಿಧೋದ್ದೇಶ ಪ್ರಾಥಮಿಕ ಗ್ರಾಮೀಣ ಕೃಷಿ ಸಹಕಾರ ಸಂಘ ನಿ., ಗೆಜ್ಜಲಗಟ್ಟಾ	[978, 1402, 1444, 1479]
story2-para: •ಸುದ್ದಿಮೂಲ ವಾರ್ತೆ ರಾಯಚೂರು, ಸೆ.13: ರಾಯಚೂರು ರೈಲು ನಿಲ್ದಾಣದಲ್ಲಿ ಪ್ರಯಾಣಿಕರಿಗೆ ಅಗತ್ಯ ಮೂಲಭೂತ ಸೌಲಭ್ಯಗಳನ್ನು ಒದಗಿಸುವಂತೆ ಒತ್ತಾಯಿಸಿ ರೈಲ್ವೆ ಸ್ಟೇಷನ್ ಸಲಹಾ ಸಮಿತಿ ಸದಸ್ಯರು ಮನವಿ ಸಲ್ಲಿಸಿದರು. ಇಂದು ನಗರದ ರೈಲ್ವೆ ನಿಲ್ದಾಣದ ಪರಿಶೀಲನೆಗೆ ಆಗಮಿಸಿದ್ದ ಗುಂತಕಲ್ ವಿಭಾಗದ ವ್ಯವಸ್ಥಾಪಕರಿಗೆ ಮನವಿ ಸಲ್ಲಿಸಲಾಯಿತು.	[395, 1009, 654, 1141]
body-text-7: ಅಣ್ಣ ವಚನವೇ ಬದುಕು ನಿಮ್ಮ ರಾಗವನ್ನು ಬದುಕಿ ನಡೆದ ನಿಮಗೆ ಅವರ ಚಿಂತನೆಗಳು ಬೆಳಕು. ಕಾಯಕವೇ ಕೈಲಾಸ ಎಂದು ನುಡಿದ ಬಸವಣ್ಣನವರು ಕೃಷಿಕರ ಬದುಕನ್ನು ಗೌರವಿಸಿದರು. ಮನುಷ್ಯನ ಬದುಕಿನ ಸಾರ್ಥಕತೆ ಅವನ ದುಡಿಮೆಯಲ್ಲಿದೆ. ಧರ್ಮವು ಆಚರಣೆಯಲ್ಲಿದೆ, ಕೇವಲ ಮಾತಿನಲ್ಲಿ ಅಲ್ಲ. ಸಮಾಜದಲ್ಲಿ ಸಮಾನತೆ ಮೂಡಿಸಲು ಶರಣರು ಪಟ್ಟ ಶ್ರಮ ಅಪಾರ. ಬಸವಣ್ಣ: ಇಂದಿಗೆ ಇಷ್ಟು ಸಾಕು. ಮತ್ತೆ ನಾಳೆ ಸತ್ಸಂಗದಲ್ಲಿ ಸೇರೋಣ. ಎಲ್ಲರೂ ಹೊಲದಲ್ಲಿ ದುಡಿಯುವ ಶರಣರು ಒಂದೊಡತ್ತ ಕೊಳ್ಳುವ ವ್ಯವಸ್ಥೆ ಮಾತ್ರ ಸಹ ಜಗದ್ಗುರು ನಡೆದರು.	[34, 1378, 376, 1530]
signature-ceo: ಸಹಿ/- ಶ್ರೀ ದೊಡ್ಡಬಸ್ಸಪ್ಪ ತಂ. ನಾಗನಗೌಡ ಡಿ.ಪಿ.ಎಸ್. ಮುಖ್ಯ ಕಾರ್ಯನಿರ್ವಾಹಕರು	[424, 2313, 638, 2344]
story1-para-2: ಸದಾ ಪ್ರಯತ್ನಶೀಲರಾಗಿರಬೇಕು ಹಾಗೂ ಯುವಜನತೆ ದೇಶದ ಅಭಿವೃದ್ಧಿಗೆ ಕೊಡುಗೆ ನೀಡಬೇಕು. ಸಮಾರಂಭದ ಅಧ್ಯಕ್ಷತೆ ವಹಿಸಿದ್ದ ಕಾಲೇಜಿನ ಅಧ್ಯಕ್ಷರು ಮಾತನಾಡಿ, ಸಂಸ್ಥೆಯು ಬಡ ವಿದ್ಯಾರ್ಥಿಗಳಿಗೆ ಗುಣಮಟ್ಟದ ಶಿಕ್ಷಣ ನೀಡುತ್ತಿದೆ ಎಂದರು. ಸುಮಾರು 245 ವಿದ್ಯಾರ್ಥಿಗಳಿಗೆ ಪದವಿ ಪ್ರದಾನ ಮಾಡಲಾಯಿತು. ರ‍್ಯಾಂಕ್ ಪಡೆದ ವಿದ್ಯಾರ್ಥಿಗಳನ್ನು ಸನ್ಮಾನಿಸಲಾಯಿತು.	[395, 634, 649, 766]
table-header: ಹುದ್ದೆಯ ಹೆಸರು	[982, 531, 1054, 567]
crop-mark: +	[16, 2429, 35, 2455]
ad-udbal-title: ವಿವಿಧೋದ್ದೇಶ ಪ್ರಾಥಮಿಕ ಗ್ರಾಮೀಣ ಕೃಷಿ ಸಹಕಾರ ಸಂಘ ನಿ., ಉದ್ಬಾಳ (ಯು)	[415, 1418, 903, 1488]
story1-body-col2	[663, 455, 919, 944]
website-link[interactable]: › https://www.suddimoola.in	[262, 107, 469, 124]
table-cell: ಭೌತಶಾಸ್ತ್ರದಲ್ಲಿ ಸ್ನಾತಕೋತ್ತರ ಪದವಿ (ಶೇ.55) ಅಂಕಗಳೊಂದಿಗೆ ಮತ್ತು ಶಿಕ್ಷಣ ಶಾಸ್ತ್ರದಲ್ಲಿ ಸ್ನಾತಕೋತ್ತರ ಪದವಿ (ಶೇ.55) ಅಂಕಗಳೊಂದಿಗೆ ಪಿಹೆಚ್‌ಡಿ / ನೆಟ್ / ಸೆಟ್ ಪಡೆದವರಿಗೆ ಆದ್ಯತೆ.	[1053, 567, 1418, 602]
officer-line: ರಿಟರ್ನಿಂಗ್ ಅಧಿಕಾರಿ,	[1164, 940, 1258, 957]
leader-portrait	[966, 1489, 1023, 1558]
column-title: ಬಸವಗೀತೆ	[172, 195, 298, 240]
ad-kayaka-date: ದಿನಾಂಕ : 14-09-2025.	[952, 1250, 1081, 1265]
column-subtitle: ಸತ್ಸಂವಾದ -667	[223, 245, 320, 263]
epaper-link[interactable]: › https://epaper.suddimoola.in	[262, 133, 485, 150]
story1-title: ಜ್ಞಾನವಿದ್ದರೆ ಸಾಲದು, ಮಾನವೀಯ ಮೌಲ್ಯಗಳು ಜೊತೆಗಿರಲಿ - ಶಿವನಗೌಡ ನಾಯಕ	[395, 218, 890, 299]
dc-visit-title: ಸಂತ್ರಸ್ತರ ಯೋಗಕ್ಷೇಮ ವಿಚಾರಣೆ: ಬಳವಡಗಿ ಕಾಳಜಿ ಕೇಂದ್ರಕ್ಕೆ ಡಿಸಿ ಭೇಟಿ	[34, 1871, 329, 1934]
notice-banner: ಪ್ರಕಟಣೆ	[1154, 1023, 1268, 1049]
ad-college	[939, 188, 1480, 922]
body-text: ಅಣ್ಣ ವಚನವೇ ಬದುಕು ನಿಮ್ಮ ರಾಗವನ್ನು ಬದುಕಿ ನಡೆದ ನಿಮಗೆ ಅವರ ಚಿಂತನೆಗಳು ಬೆಳಕು. ಕಾಯಕವೇ ಕೈಲಾಸ ಎಂದು ನುಡಿದ ಬಸವಣ್ಣನವರು ಕೃಷಿಕರ ಬದುಕನ್ನು ಗೌರವಿಸಿದರು. ಮನುಷ್ಯನ ಬದುಕಿನ ಸಾರ್ಥಕತೆ ಅವನ ದುಡಿಮೆಯಲ್ಲಿದೆ. ಧರ್ಮವು ಆಚರಣೆಯಲ್ಲಿದೆ, ಕೇವಲ ಮಾತಿನಲ್ಲಿ ಅಲ್ಲ. ಸಮಾಜದಲ್ಲಿ ಸಮಾನತೆ ಮೂಡಿಸಲು ಶರಣರು ಪಟ್ಟ ಶ್ರಮ ಅಪಾರ. ಬಸವಣ್ಣ: ಇಂದಿಗೆ ಇಷ್ಟು ಸಾಕು. ಮತ್ತೆ ನಾಳೆ ಸತ್ಸಂಗದಲ್ಲಿ ಸೇರೋಣ. ಎಲ್ಲರೂ ಹೊಲದಲ್ಲಿ ದುಡಿಯುವ ಶರಣರು ಒಂದೊಡತ್ತ ಕೊಳ್ಳುವ ವ್ಯವಸ್ಥೆ ಮಾತ್ರ ಸಹ ಜಗದ್ಗುರು ನಡೆದರು.	[34, 430, 376, 581]
ad-nugadoni-body: ನಮ್ಮ ಸಂಘದ ಕಾರ್ಯಾಲಯದಲ್ಲಿ 2024-25ನೇ ಸಾಲಿನ ವಾರ್ಷಿಕ ಮಹಾಸಭೆಯನ್ನು ದಿನಾಂಕ : 24-09-2025ರಂದು ಬುಧವಾರ ಮಧ್ಯಾಹ್ನ : 03.30ಕ್ಕೆ ಸಂಘದ ಕಾರ್ಯಾಲಯದಲ್ಲಿ ಕರೆಯಲಾಗಿದೆ. ಈ ಸಭೆಯಲ್ಲಿ ಚರ್ಚಿಸಲು ವಿಷಯಗಳನ್ನು ನೋಟೀಸನ್ನು ಅಂಚೆಯ ಮೂಲಕ ಕಳಿಸಿಕೊಡಲಾಗಿದೆ. ನೋಟೀಸ್ ತಲುಪದೇ ಇದ್ದಲ್ಲಿ ಇದನ್ನೇ ನೋಟೀಸು ಎಂದು ಪರಿಗಣಿಸಿ ಸಭೆಯಲ್ಲಿ ಭಾಗವಹಿಸಿ ಯಶಸ್ವಿಗೊಳಿಸಬೇಕೆಂದು ವಿನಂತಿ.	[952, 2101, 1470, 2186]
obituary-body: •ಸುದ್ದಿಮೂಲ ವಾರ್ತೆ ಬಳಗಾನೂರು, ಸೆ.13: ಪಟ್ಟಣದ ನಿವಾಸಿ ಪಾರ್ವತಮ್ಮ ಕುಂಬಾರ ಅವರು ಶನಿವಾರ ನಿಧನರಾದರು. ಮೃತರು ಪತಿ, ಮಗ ಹಾಗೂ ಅಪಾರ ಬಂಧುಬಳಗವನ್ನು ಅಗಲಿದ್ದಾರೆ. ಅವರ ಅಂತ್ಯಕ್ರಿಯೆ ಸೆ.14 ರವಿವಾರ ಬೆಳಗ್ಗೆ 10 ಗಂಟೆಗೆ ಸ್ವಗ್ರಾಮದಲ್ಲಿ ನೆರವೇರಲಿದೆ ಎಂದು ಕುಟುಂಬದವರು ತಿಳಿಸಿದ್ದಾರೆ.	[34, 1731, 273, 1830]
table-row	[953, 567, 1469, 602]
address: ಎ.ಕೆ.ಎಸ್. ಲೇಔಟ್ ಸ್ಟೇಷನ್ ಏರಿಯಾ ಹೆದ್ದಾರಿ, ರಾಯಚೂರು. ಫೋನ್ : 08532-240227	[1115, 300, 1398, 311]
signature-president: ಶ್ರೀ ಚೆಟ್ಟಿ ನಾಗರಾಜ ಅಧ್ಯಕ್ಷರು ಮೊ : 9590535111	[963, 856, 1106, 888]
by-order: ಆಡಳಿತ ಮಂಡಳಿಯ ಪರವಾಗಿ	[571, 2277, 700, 2293]
trust-name: ಶ್ರೀ ಕನ್ಯಕಾ ಪರಮೇಶ್ವರಿ ಹಾಸ್ಟೆಲ್ ಸಮಿತಿ (ರಿ.)	[1155, 195, 1358, 212]
affiliation: (ಎನ್.ಸಿ.ಟಿ.ಇ. ಬೆಂಗಳೂರು ಇವರಿಂದ ಮಾನ್ಯತೆ ಪಡೆದಿದೆ) (ರಾಯಚೂರು ವಿಶ್ವವಿದ್ಯಾಲಯದಿಂದ ಸಂಯೋಜಿತ ಪಡೆದಿದೆ)	[1094, 286, 1419, 296]
